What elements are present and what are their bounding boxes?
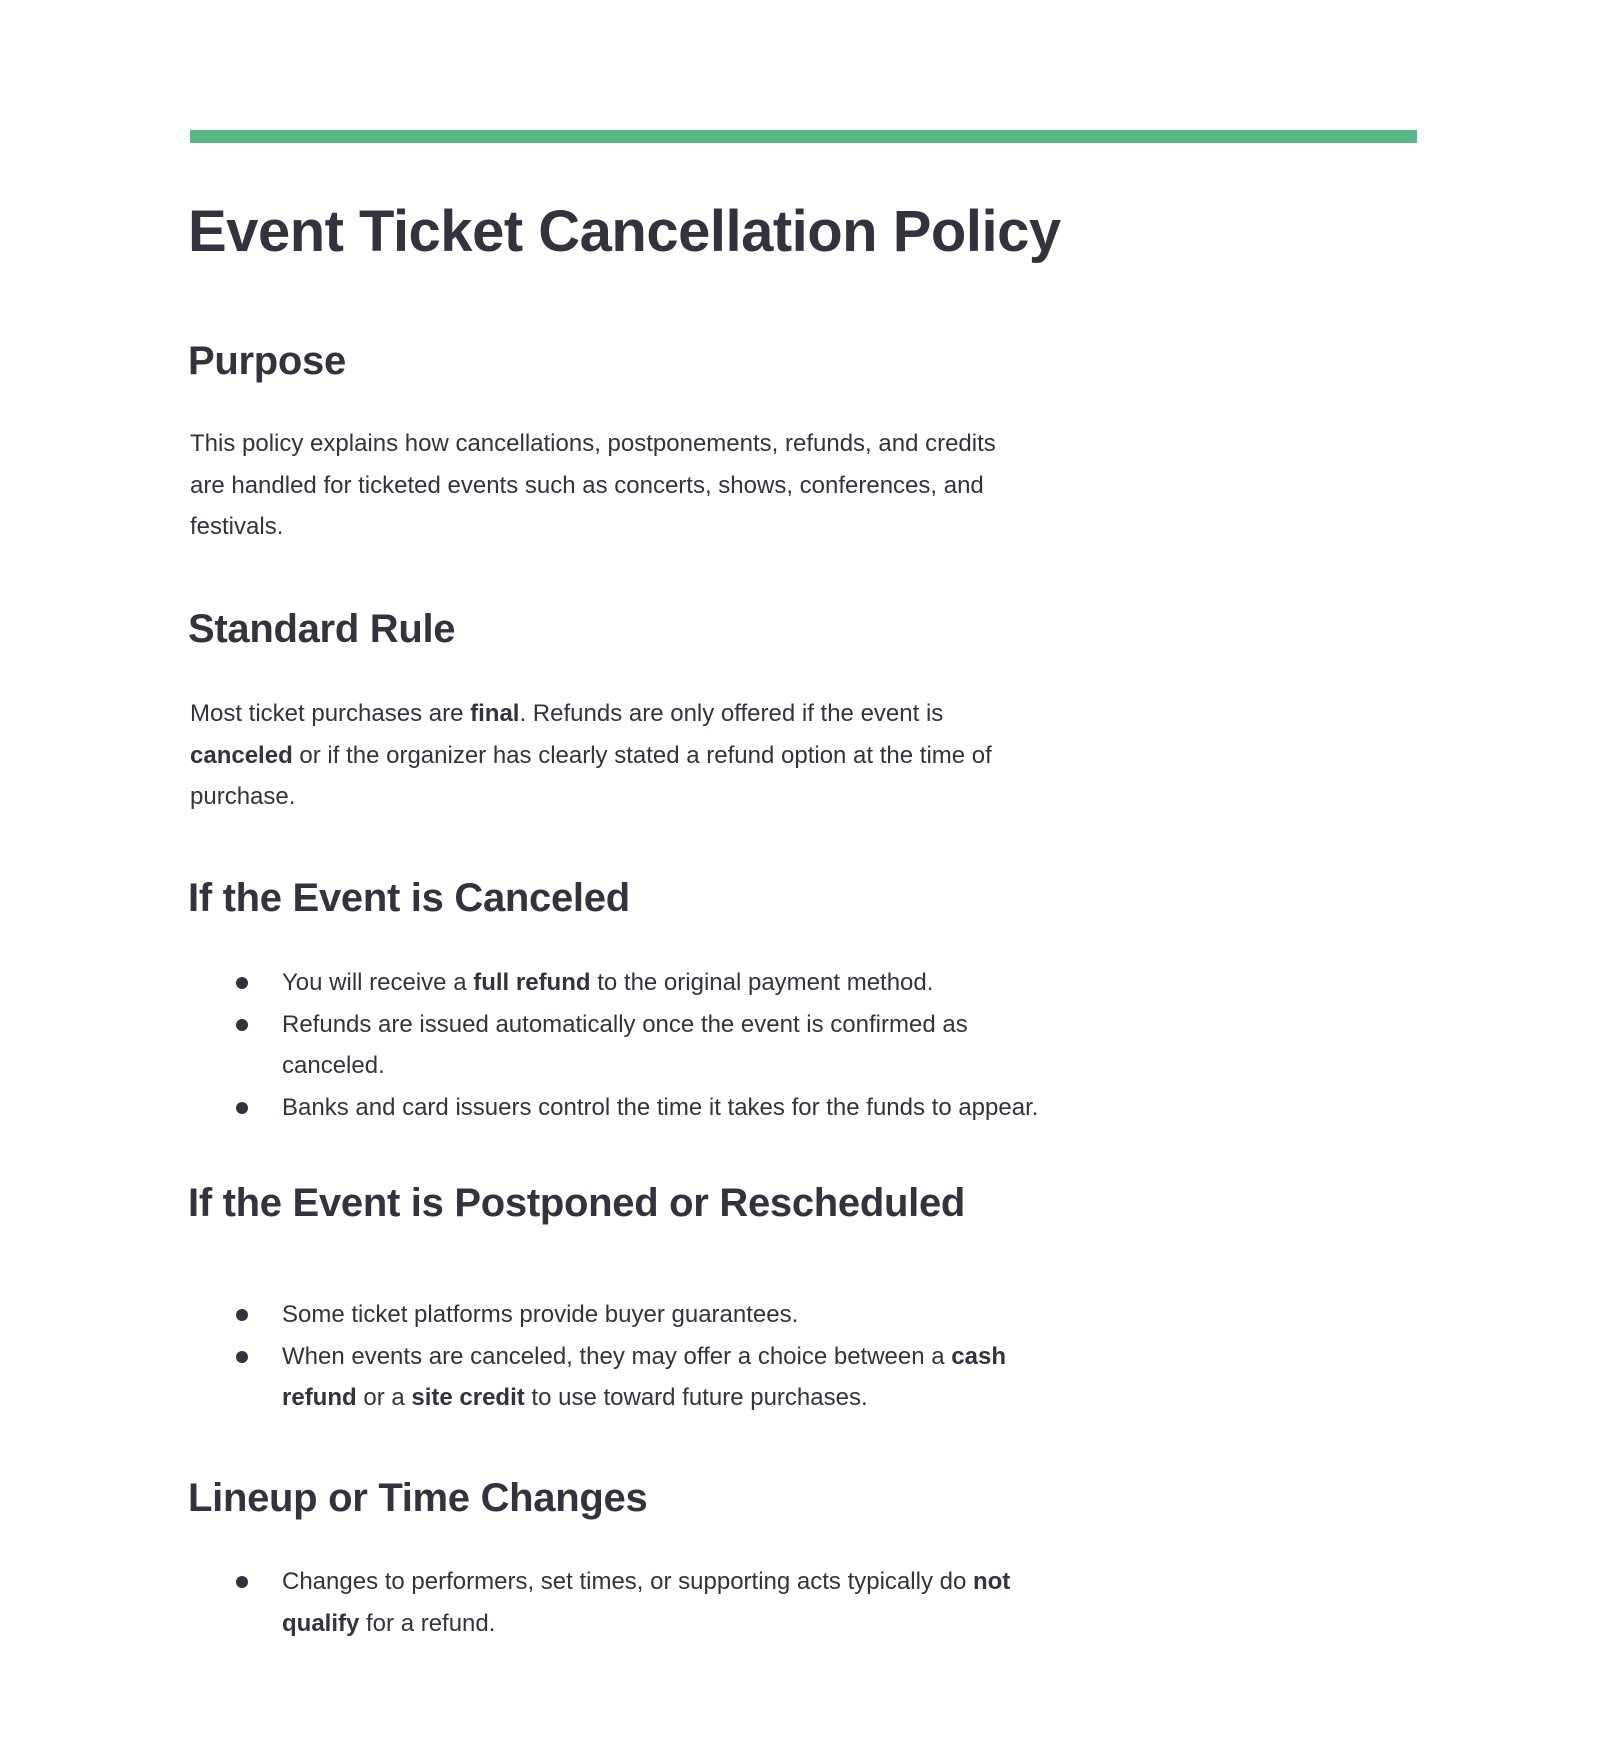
text-line	[190, 423, 996, 465]
text-line	[282, 1294, 1006, 1336]
text-line	[282, 1603, 1010, 1645]
section-heading-canceled: If the Event is Canceled	[188, 876, 630, 920]
list-item	[190, 1294, 1006, 1336]
section-heading-postponed: If the Event is Postponed or Rescheduled	[188, 1181, 966, 1225]
text-run: Refunds are issued automatically once the event is confirmed as	[282, 1010, 968, 1038]
text-line	[282, 1336, 1006, 1378]
text-run: festivals.	[190, 513, 284, 540]
bullet-icon	[236, 1309, 248, 1321]
text-run: or a	[356, 1384, 412, 1411]
accent-divider	[190, 130, 1417, 143]
bullet-icon	[236, 977, 248, 989]
text-run: canceled.	[282, 1052, 385, 1079]
emphasis-text: qualify	[282, 1609, 360, 1637]
bullet-icon	[236, 1102, 248, 1114]
emphasis-text: canceled	[190, 741, 293, 769]
list-item	[190, 1087, 1038, 1129]
page-title: Event Ticket Cancellation Policy	[188, 199, 1061, 264]
text-line	[282, 1045, 1038, 1087]
text-run: to the original payment method.	[590, 969, 934, 996]
bullet-icon	[236, 1019, 248, 1031]
text-run: . Refunds are only offered if the event is	[519, 700, 944, 727]
text-run: purchase.	[190, 783, 296, 810]
emphasis-text: cash	[951, 1342, 1006, 1370]
text-run: or if the organizer has clearly stated a refund option at the time of	[292, 741, 992, 769]
text-run: Banks and card issuers control the time it takes for the funds to appear.	[282, 1093, 1039, 1121]
text-line	[190, 506, 996, 548]
emphasis-text: final	[470, 700, 520, 727]
list-item	[190, 1004, 1038, 1087]
section-heading-lineup-changes: Lineup or Time Changes	[188, 1476, 648, 1520]
emphasis-text: refund	[282, 1384, 357, 1411]
list-item	[190, 1561, 1010, 1644]
text-line	[282, 1004, 1038, 1046]
text-line	[190, 735, 992, 777]
bullet-icon	[236, 1351, 248, 1363]
standard-rule-paragraph	[190, 693, 992, 818]
text-run: When events are canceled, they may offer a choice between a	[282, 1342, 952, 1370]
postponed-list	[190, 1294, 1006, 1419]
text-run: You will receive a	[282, 969, 474, 996]
list-item	[190, 1336, 1006, 1419]
text-line	[282, 1561, 1010, 1603]
text-run: Changes to performers, set times, or supporting acts typically do	[282, 1568, 973, 1595]
text-line	[190, 465, 996, 507]
text-run: Most ticket purchases are	[190, 700, 471, 727]
text-run: This policy explains how cancellations, postponements, refunds, and credits	[190, 430, 996, 457]
text-run: Some ticket platforms provide buyer guarantees.	[282, 1301, 799, 1328]
text-run: for a refund.	[359, 1609, 496, 1637]
emphasis-text: site credit	[411, 1384, 525, 1411]
section-heading-standard-rule: Standard Rule	[188, 607, 456, 651]
lineup-changes-list	[190, 1561, 1010, 1644]
text-line	[282, 962, 1038, 1004]
text-line	[282, 1377, 1006, 1419]
emphasis-text: not	[972, 1568, 1011, 1595]
text-line	[282, 1087, 1038, 1129]
text-line	[190, 693, 992, 735]
purpose-paragraph	[190, 423, 996, 548]
emphasis-text: full refund	[473, 969, 591, 996]
text-run: to use toward future purchases.	[524, 1384, 868, 1411]
list-item	[190, 962, 1038, 1004]
bullet-icon	[236, 1576, 248, 1588]
canceled-list	[190, 962, 1038, 1128]
section-heading-purpose: Purpose	[188, 339, 346, 383]
text-line	[190, 776, 992, 818]
text-run: are handled for ticketed events such as concerts, shows, conferences, and	[190, 471, 984, 499]
